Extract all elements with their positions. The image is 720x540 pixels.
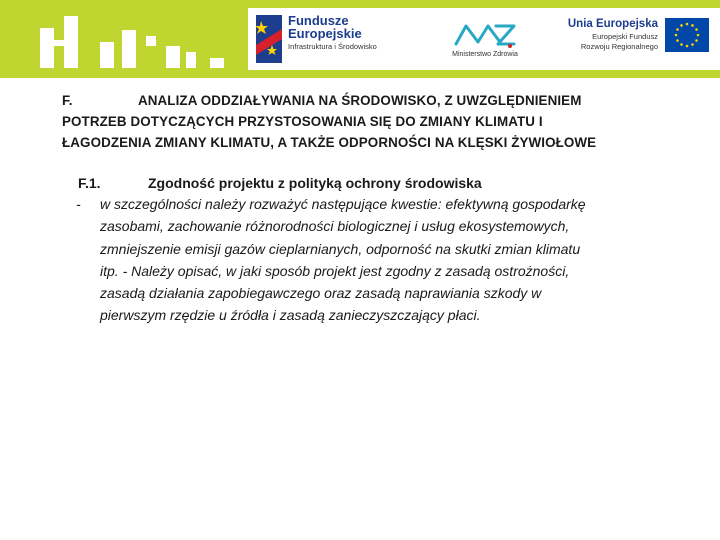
decor-block [64, 16, 78, 68]
eu-logo-sub2: Rozwoju Regionalnego [580, 41, 658, 51]
eu-logo-sub1: Europejski Fundusz [592, 31, 658, 41]
subsection-number: F.1. [78, 175, 101, 191]
subsection-heading [78, 173, 678, 193]
body-line: pierwszym rzędzie u źródła i zasadą zanieczyszczający płaci. [100, 307, 481, 324]
decor-block [186, 52, 196, 68]
decor-block [100, 42, 114, 68]
eu-star-icon [676, 39, 679, 42]
eu-star-icon [695, 39, 698, 42]
section-heading-line1 [62, 90, 682, 111]
section-heading [62, 90, 682, 153]
eu-star-icon [686, 45, 689, 48]
section-title-line1: ANALIZA ODDZIAŁYWANIA NA ŚRODOWISKO, Z UWZGLĘDNIENIEM [138, 93, 582, 108]
fe-logo-line3: Infrastruktura i Środowisko [288, 42, 377, 51]
body-line: zasobami, zachowanie różnorodności biologicznej i usług ekosystemowych, [100, 218, 570, 235]
decor-block [40, 28, 54, 68]
ministry-caption: Ministerstwo Zdrowia [452, 51, 518, 58]
eu-star-icon [686, 23, 689, 26]
eu-logo-title: Unia Europejska [567, 18, 658, 30]
body-line: w szczególności należy rozważyć następujące kwestie: efektywną gospodarkę [100, 196, 586, 212]
section-title-line2: POTRZEB DOTYCZĄCYCH PRZYSTOSOWANIA SIĘ DO ZMIANY KLIMATU I [62, 114, 543, 129]
decor-block [166, 46, 180, 68]
fundusze-europejskie-logo [288, 14, 377, 51]
decor-block [146, 36, 156, 46]
eu-star-icon [697, 34, 700, 37]
eu-star-icon [680, 43, 683, 46]
eu-star-icon [691, 24, 694, 27]
body-line: zmniejszenie emisji gazów cieplarnianych, odporność na skutki zmian klimatu [100, 240, 581, 257]
fe-logo-line2: Europejskie [288, 26, 362, 41]
section-title-line3: ŁAGODZENIA ZMIANY KLIMATU, A TAKŻE ODPORNOŚCI NA KLĘSKI ŻYWIOŁOWE [62, 135, 597, 150]
ministry-of-health-logo-icon [452, 20, 518, 48]
eu-logo-text [540, 18, 658, 51]
eu-flag-icon [665, 18, 709, 52]
decor-block [54, 40, 64, 46]
decor-block [122, 30, 136, 68]
section-letter: F. [62, 93, 73, 108]
fe-logo-line1: Fundusze [288, 13, 349, 28]
eu-star-icon [676, 28, 679, 31]
subsection-title: Zgodność projektu z polityką ochrony środowiska [148, 175, 482, 191]
eu-star-icon [680, 24, 683, 27]
bullet-dash: - [76, 196, 81, 212]
subsection-body [100, 193, 680, 327]
body-line: zasadą działania zapobiegawczego oraz zasadą naprawiania szkody w [100, 285, 542, 302]
eu-star-icon [675, 34, 678, 37]
decor-block [210, 58, 224, 68]
fundusze-europejskie-flag-icon [256, 15, 282, 63]
eu-star-icon [691, 43, 694, 46]
body-line: itp. - Należy opisać, w jaki sposób projekt jest zgodny z zasadą ostrożności, [100, 262, 570, 279]
eu-star-icon [695, 28, 698, 31]
